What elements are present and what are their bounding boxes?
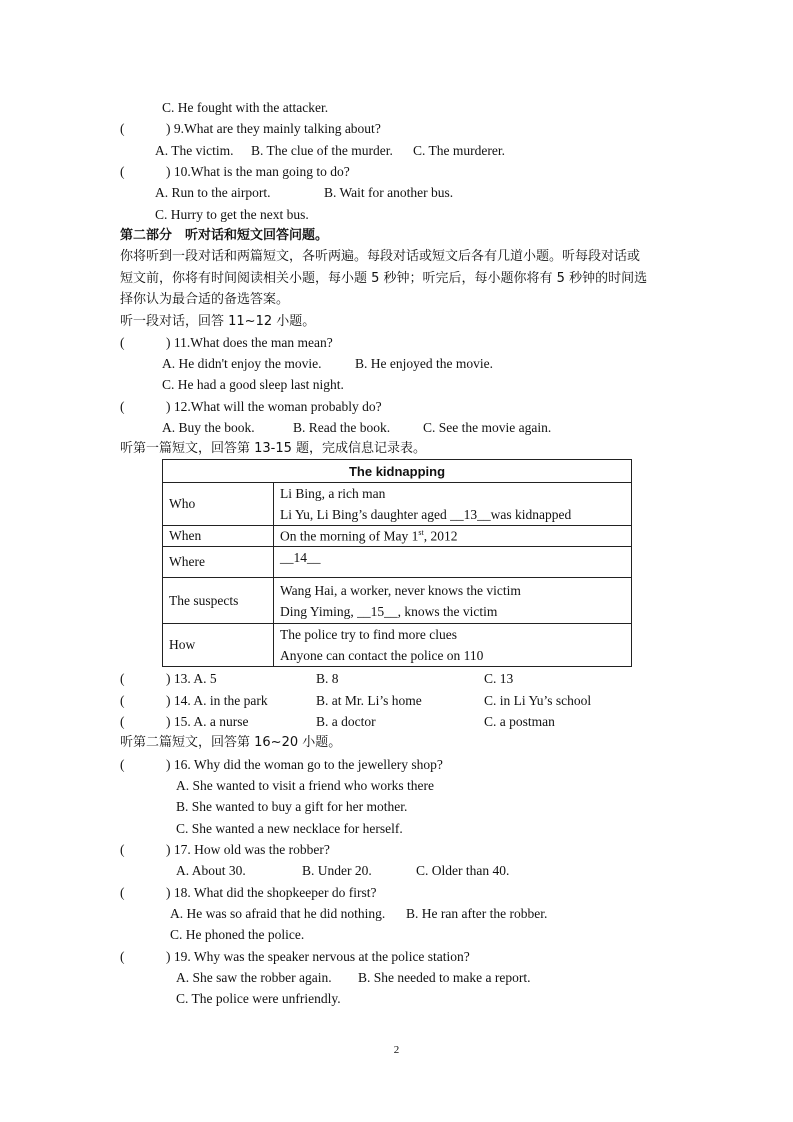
when-superscript: st: [418, 527, 424, 537]
q9-option-c: C. The murderer.: [413, 143, 505, 158]
q16-option-c: C. She wanted a new necklace for herself.: [176, 821, 403, 836]
q17-paren: (: [120, 842, 125, 857]
page-number: 2: [393, 1044, 400, 1056]
q15-stem-line: [166, 713, 249, 731]
q19-stem-line: [166, 948, 470, 966]
q11-option-b: B. He enjoyed the movie.: [355, 356, 493, 371]
q10-option-b: B. Wait for another bus.: [324, 185, 454, 200]
dialog-instruction: 听一段对话，回答 11~12 小题。: [120, 314, 316, 329]
q17-close: ): [166, 842, 171, 857]
part2-intro-line3: 择你认为最合适的备选答案。: [120, 292, 290, 307]
part2-heading: 第二部分 听对话和短文回答问题。: [120, 228, 329, 243]
row-label-who: Who: [163, 483, 274, 526]
q11-close: ): [166, 335, 171, 350]
q12-stem-line: [166, 398, 382, 416]
q18-stem-line: [166, 884, 376, 902]
row-value-where: [274, 547, 632, 578]
table-row: [163, 624, 632, 667]
row-label-suspects: The suspects: [163, 578, 274, 624]
q16-option-b: B. She wanted to buy a gift for her mother.: [176, 799, 408, 814]
q10-close: ): [166, 164, 171, 179]
who-line-2: Li Yu, Li Bing’s daughter aged __13__was kidnapped: [280, 507, 572, 522]
table-row: [163, 483, 632, 526]
q12-option-a: A. Buy the book.: [162, 420, 255, 435]
q12-paren: (: [120, 399, 125, 414]
q15-option-b: B. a doctor: [316, 714, 376, 729]
table-row: [163, 526, 632, 547]
suspects-line-2: Ding Yiming, __15__, knows the victim: [280, 603, 498, 619]
q10-stem: 10.What is the man going to do?: [173, 164, 350, 179]
q14-option-b: B. at Mr. Li’s home: [316, 693, 422, 708]
q10-option-c: C. Hurry to get the next bus.: [155, 207, 309, 222]
q16-close: ): [166, 757, 171, 772]
part2-intro-line2: 短文前，你将有时间阅读相关小题，每小题 5 秒钟；听完后，每小题你将有 5 秒钟的时间选: [120, 271, 648, 286]
row-value-suspects: [274, 578, 632, 624]
row-value-when: [274, 526, 632, 547]
q19-close: ): [166, 949, 171, 964]
q16-stem: 16. Why did the woman go to the jewellery shop?: [173, 757, 443, 772]
suspects-line-1: Wang Hai, a worker, never knows the victim: [280, 582, 521, 598]
q18-paren: (: [120, 885, 125, 900]
q11-stem-line: [166, 334, 333, 352]
q13-stem: 13. A. 5: [173, 671, 217, 686]
q9-stem-line: [166, 120, 381, 138]
q15-stem: 15. A. a nurse: [173, 714, 249, 729]
q14-paren: (: [120, 693, 125, 708]
when-text: On the morning of May 1: [280, 528, 419, 544]
q13-close: ): [166, 671, 171, 686]
q9-stem: 9.What are they mainly talking about?: [173, 121, 381, 136]
q16-stem-line: [166, 756, 443, 774]
q11-option-c: C. He had a good sleep last night.: [162, 377, 344, 392]
q15-close: ): [166, 714, 171, 729]
q16-paren: (: [120, 757, 125, 772]
q17-option-b: B. Under 20.: [302, 863, 372, 878]
q18-option-c: C. He phoned the police.: [170, 927, 305, 942]
q15-paren: (: [120, 714, 125, 729]
row-value-how: [274, 624, 632, 667]
q10-stem-line: [166, 163, 350, 181]
q13-paren: (: [120, 671, 125, 686]
q19-paren: (: [120, 949, 125, 964]
row-label-where: Where: [163, 547, 274, 578]
q14-close: ): [166, 693, 171, 708]
q18-stem: 18. What did the shopkeeper do first?: [173, 885, 377, 900]
q17-option-c: C. Older than 40.: [416, 863, 510, 878]
q17-stem-line: [166, 841, 330, 859]
q10-paren: (: [120, 164, 125, 179]
how-line-1: The police try to find more clues: [280, 627, 457, 642]
q12-stem: 12.What will the woman probably do?: [173, 399, 382, 414]
q11-stem: 11.What does the man mean?: [173, 335, 333, 350]
q9-option-b: B. The clue of the murder.: [251, 143, 393, 158]
q8-option-c: C. He fought with the attacker.: [162, 100, 329, 115]
q10-option-a: A. Run to the airport.: [155, 185, 271, 200]
row-label-when: When: [163, 526, 274, 547]
q16-option-a: A. She wanted to visit a friend who works there: [176, 778, 434, 793]
q11-option-a: A. He didn't enjoy the movie.: [162, 356, 322, 371]
q18-close: ): [166, 885, 171, 900]
q12-option-b: B. Read the book.: [293, 420, 391, 435]
q18-option-a: A. He was so afraid that he did nothing.: [170, 906, 386, 921]
q13-option-c: C. 13: [484, 671, 514, 686]
table-title: The kidnapping: [163, 460, 632, 483]
q9-option-a: A. The victim.: [155, 143, 234, 158]
passage2-instruction: 听第二篇短文，回答第 16~20 小题。: [120, 735, 342, 750]
row-label-how: How: [163, 624, 274, 667]
q11-paren: (: [120, 335, 125, 350]
q12-option-c: C. See the movie again.: [423, 420, 552, 435]
table-row: [163, 547, 632, 578]
q19-stem: 19. Why was the speaker nervous at the police station?: [173, 949, 470, 964]
q14-stem: 14. A. in the park: [173, 693, 268, 708]
q12-close: ): [166, 399, 171, 414]
q19-option-a: A. She saw the robber again.: [176, 970, 332, 985]
q9-close: ): [166, 121, 171, 136]
q14-stem-line: [166, 692, 268, 710]
how-line-2: Anyone can contact the police on 110: [280, 648, 484, 663]
row-value-who: [274, 483, 632, 526]
q19-option-b: B. She needed to make a report.: [358, 970, 531, 985]
passage1-instruction: 听第一篇短文，回答第 13-15 题，完成信息记录表。: [120, 441, 427, 456]
q14-option-c: C. in Li Yu’s school: [484, 693, 592, 708]
who-line-1: Li Bing, a rich man: [280, 486, 386, 501]
q17-option-a: A. About 30.: [176, 863, 246, 878]
q13-option-b: B. 8: [316, 671, 339, 686]
q19-option-c: C. The police were unfriendly.: [176, 991, 341, 1006]
q17-stem: 17. How old was the robber?: [173, 842, 330, 857]
table-title-row: [163, 460, 632, 483]
q18-option-b: B. He ran after the robber.: [406, 906, 548, 921]
table-row: [163, 578, 632, 624]
where-blank: __14__: [280, 550, 321, 565]
q13-stem-line: [166, 670, 217, 688]
part2-intro-line1: 你将听到一段对话和两篇短文，各听两遍。每段对话或短文后各有几道小题。听每段对话或: [120, 249, 641, 264]
kidnapping-info-table: [162, 459, 632, 667]
q9-paren: (: [120, 121, 125, 136]
q15-option-c: C. a postman: [484, 714, 555, 729]
when-year: , 2012: [423, 528, 458, 544]
